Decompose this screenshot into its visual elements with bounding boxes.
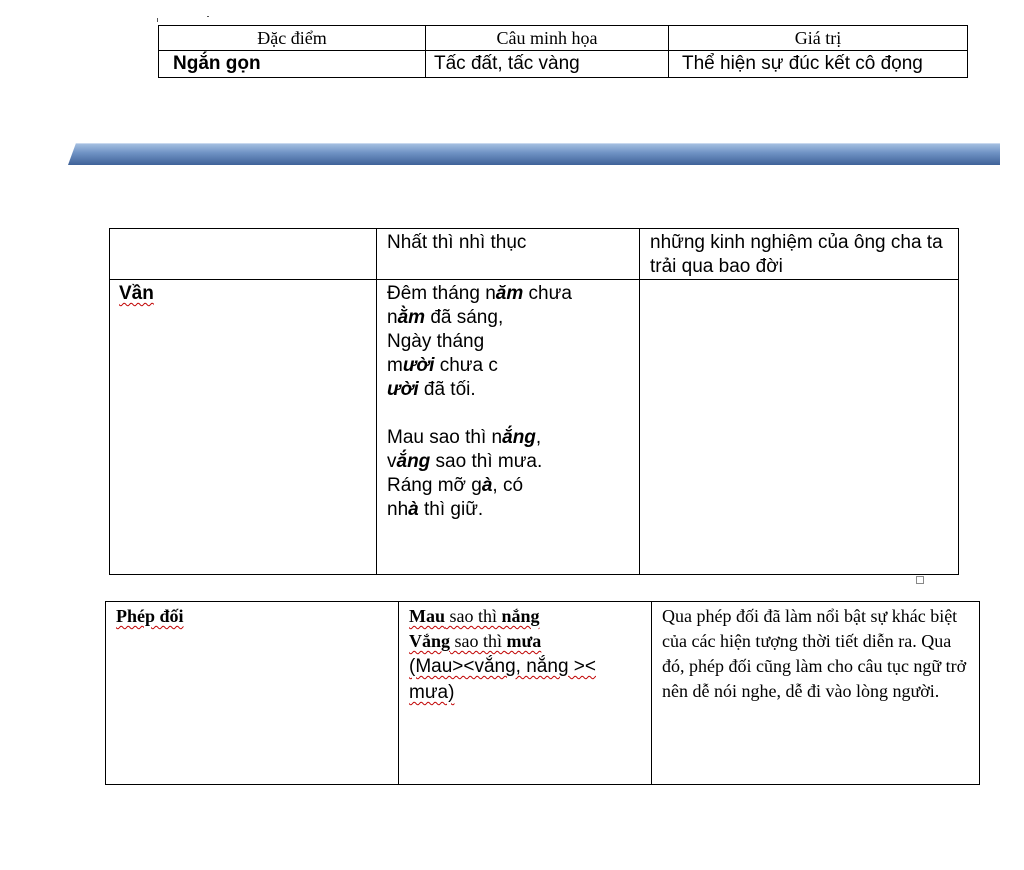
- bold-word: mưa: [506, 631, 542, 651]
- table-cell: những kinh nghiệm của ông cha ta trải qua bao đời: [640, 229, 959, 280]
- bold-word: Vắng: [409, 631, 451, 651]
- table-cell: [110, 229, 377, 280]
- table-row: [159, 51, 968, 78]
- verse-line: [387, 498, 629, 522]
- rhyme-syllable: ăm: [495, 283, 524, 304]
- text-span: mưa): [409, 682, 455, 703]
- table-header-row: [159, 26, 968, 51]
- verse-line: [409, 629, 641, 654]
- text-span: sao thì: [445, 606, 502, 626]
- verse-line: [387, 426, 629, 450]
- bold-word: nắng: [501, 606, 540, 626]
- rhyme-syllable: ằm: [397, 307, 426, 328]
- stray-mark: [207, 16, 209, 17]
- table-cell: Nhất thì nhì thục: [377, 229, 640, 280]
- verse-block: [387, 282, 629, 402]
- header-cell: Đặc điểm: [159, 26, 426, 51]
- verse-block: [387, 426, 629, 522]
- text-span: n: [387, 307, 398, 328]
- table-cell: [399, 602, 652, 785]
- text-span: v: [387, 451, 397, 472]
- header-cell: Giá trị: [669, 26, 968, 51]
- table-row: [110, 280, 959, 575]
- rhyme-syllable: ắng: [502, 427, 536, 448]
- rhyme-syllable: ười: [402, 355, 435, 376]
- text-span: đã sáng,: [425, 307, 504, 328]
- table-row: [110, 229, 959, 280]
- rhyme-table: [109, 228, 959, 575]
- text-span: chưa c: [434, 355, 498, 376]
- verse-line: [387, 330, 629, 354]
- section-divider-banner: [68, 143, 1000, 165]
- table-row: [106, 602, 980, 785]
- table-cell: [106, 602, 399, 785]
- text-span: thì giữ.: [418, 499, 484, 520]
- rhyme-syllable: ắng: [396, 451, 431, 472]
- table-cell: [110, 280, 377, 575]
- text-span: Ráng mỡ g: [387, 475, 482, 496]
- rhyme-syllable: ười: [387, 379, 419, 400]
- text-span: ,: [535, 427, 542, 448]
- text-span: , có: [492, 475, 524, 496]
- text-span: (Mau><vắng, nắng ><: [409, 656, 596, 677]
- text-span: m: [387, 355, 403, 376]
- table-cell: [640, 280, 959, 575]
- rhyme-syllable: à: [481, 475, 493, 496]
- table-cell: Ngắn gọn: [159, 51, 426, 78]
- verse-line: [409, 680, 641, 706]
- text-span: nh: [387, 499, 409, 520]
- table-resize-handle[interactable]: [916, 576, 924, 584]
- text-span: Đêm tháng n: [387, 283, 496, 304]
- table-cell: Thể hiện sự đúc kết cô đọng: [669, 51, 968, 78]
- text-span: đã tối.: [418, 379, 476, 400]
- verse-line: [387, 306, 629, 330]
- text-span: chưa: [523, 283, 572, 304]
- text-span: sao thì mưa.: [430, 451, 543, 472]
- explanation-cell: Qua phép đối đã làm nổi bật sự khác biệt của các hiện tượng thời tiết diễn ra. Qua đó, phép đối cũng làm cho câu tục ngữ trở nên dễ nói nghe, dễ đi vào lòng người.: [652, 602, 980, 785]
- rhyme-syllable: à: [408, 499, 419, 520]
- characteristics-table: [158, 25, 968, 78]
- text-span: Mau sao thì n: [387, 427, 503, 448]
- verse-line: [387, 282, 629, 306]
- verse-line: [409, 604, 641, 629]
- verse-line: [387, 450, 629, 474]
- row-label: Phép đối: [116, 606, 184, 626]
- antithesis-table: [105, 601, 980, 785]
- text-span: sao thì: [450, 631, 507, 651]
- verse-line: [387, 354, 629, 378]
- row-label: Vần: [119, 283, 154, 304]
- stray-mark: [157, 18, 158, 22]
- header-cell: Câu minh họa: [426, 26, 669, 51]
- verse-line: [409, 654, 641, 680]
- verse-line: [387, 378, 629, 402]
- verse-line: [387, 474, 629, 498]
- table-cell: Tấc đất, tấc vàng: [426, 51, 669, 78]
- text-span: Ngày tháng: [387, 331, 485, 352]
- bold-word: Mau: [409, 606, 445, 626]
- verse-cell: [377, 280, 640, 575]
